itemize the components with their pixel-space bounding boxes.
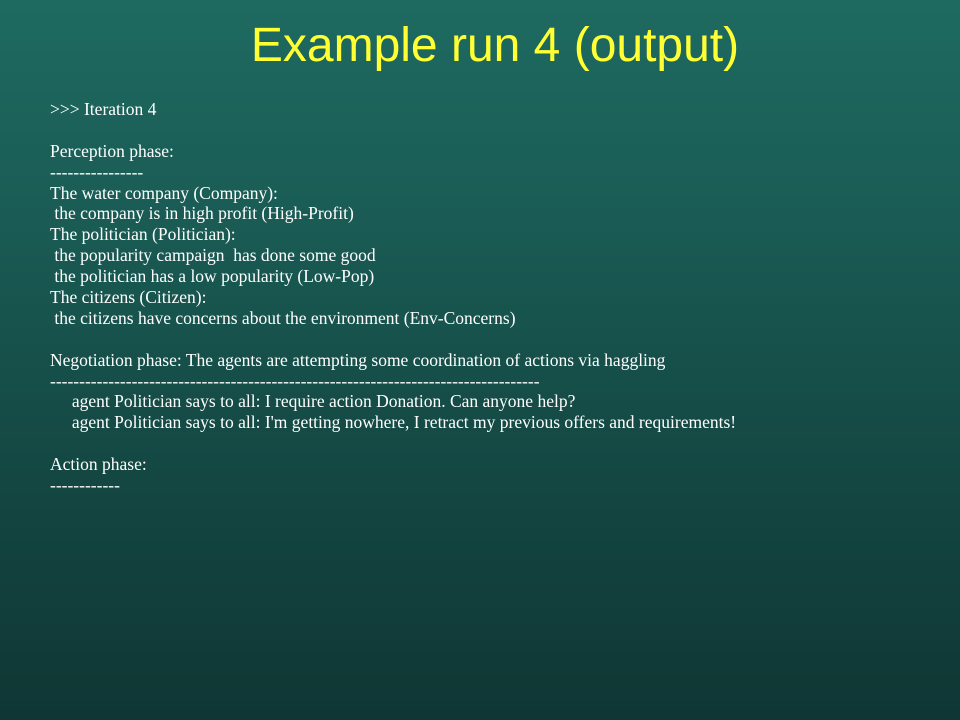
output-line: ------------------------------------------------------------------------------------: [50, 370, 540, 391]
output-line: agent Politician says to all: I require action Donation. Can anyone help?: [50, 391, 576, 412]
output-line: the popularity campaign has done some good: [50, 245, 376, 266]
output-line: ------------: [50, 475, 120, 496]
output-line: The citizens (Citizen):: [50, 287, 207, 308]
output-line: Perception phase:: [50, 140, 174, 161]
output-line: agent Politician says to all: I'm getting nowhere, I retract my previous offers and requirements!: [50, 412, 737, 433]
output-line: [50, 329, 940, 350]
console-output: [50, 99, 940, 496]
output-line: Action phase:: [50, 454, 147, 475]
output-line: >>> Iteration 4: [50, 99, 157, 119]
output-line: the citizens have concerns about the environment (Env-Concerns): [50, 307, 516, 328]
output-line: [50, 433, 940, 454]
output-line: [50, 120, 940, 141]
output-line: the company is in high profit (High-Profit): [50, 203, 354, 224]
output-line: ----------------: [50, 161, 144, 182]
output-line: the politician has a low popularity (Low-Pop): [50, 266, 375, 287]
slide-title: Example run 4 (output): [250, 19, 740, 72]
output-line: The politician (Politician):: [50, 224, 236, 245]
output-line: The water company (Company):: [50, 182, 278, 203]
output-line: Negotiation phase: The agents are attempting some coordination of actions via haggling: [50, 349, 666, 370]
